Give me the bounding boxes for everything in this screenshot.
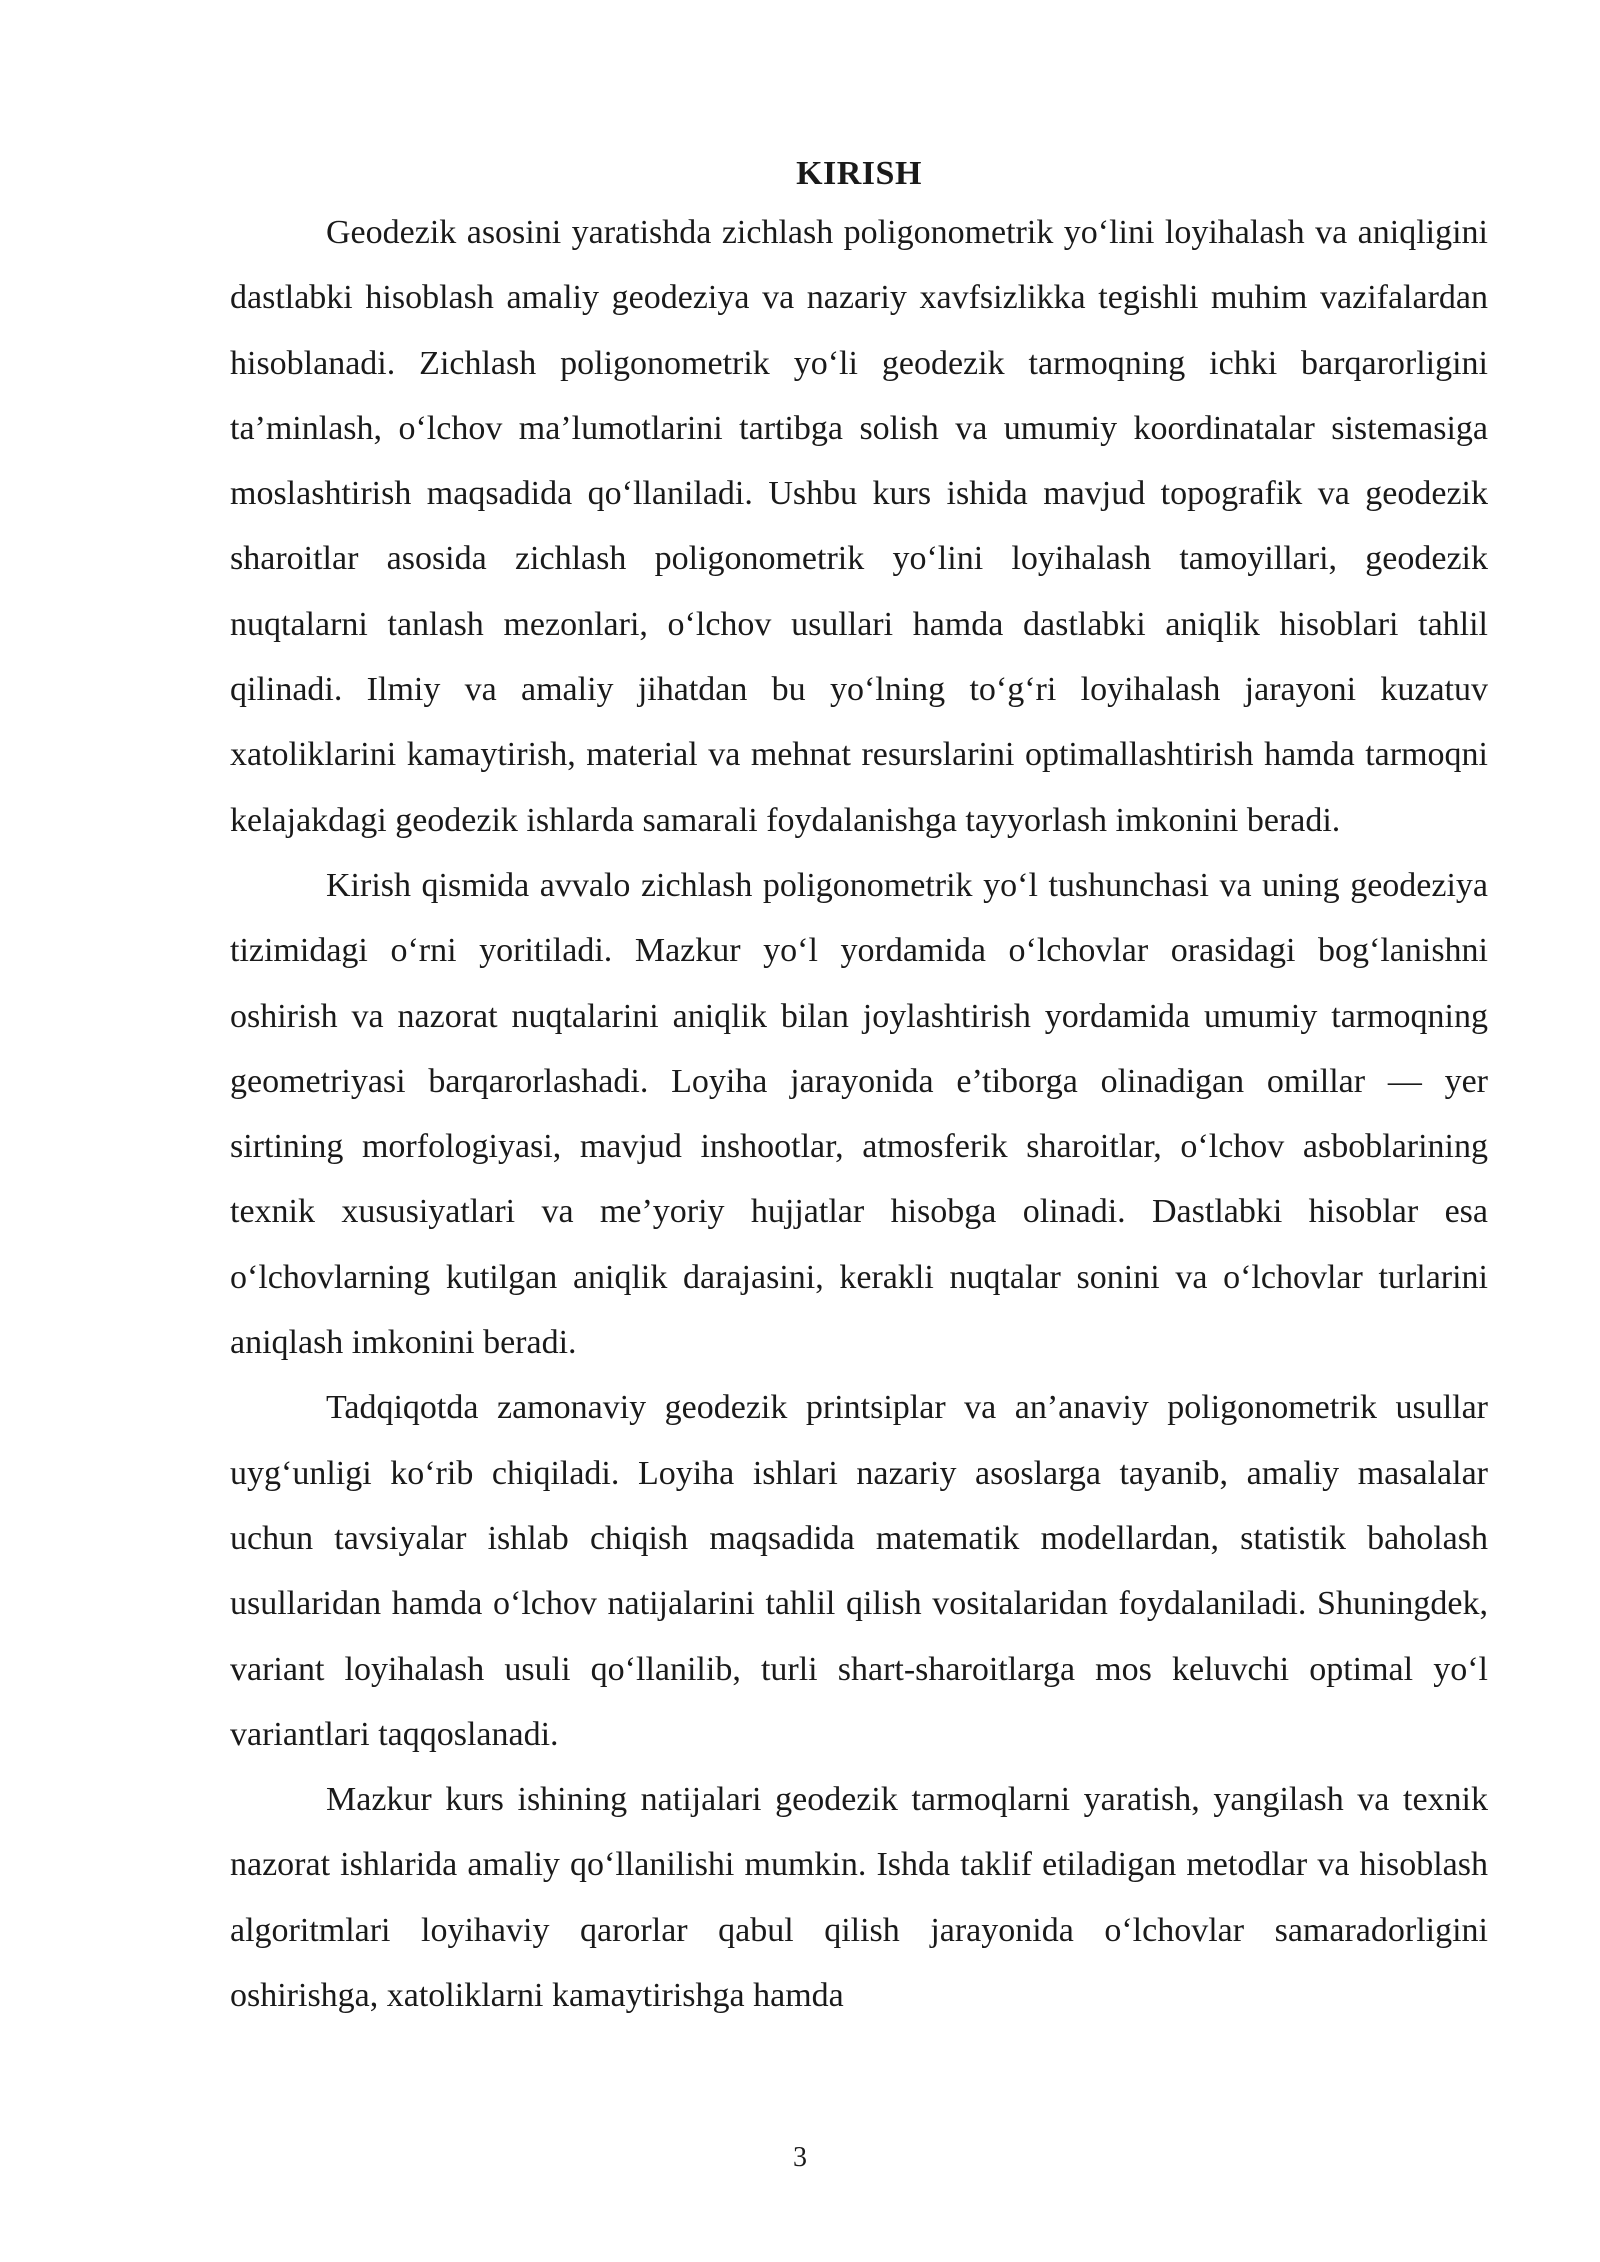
paragraph-4: Mazkur kurs ishining natijalari geodezik tarmoqlarni yaratish, yangilash va texnik nazorat ishlarida amaliy qo‘llanilishi mumkin. Ishda taklif etiladigan metodlar va hisoblash algoritmlari loyihaviy qarorlar qabul qilish jarayonida o‘lchovlar samaradorligini oshirishga, xatoliklarni kamaytirishga hamda [230, 1781, 1488, 2015]
section-title: KIRISH [796, 155, 922, 192]
paragraph-2: Kirish qismida avvalo zichlash poligonometrik yo‘l tushunchasi va uning geodeziya tizimidagi o‘rni yoritiladi. Mazkur yo‘l yordamida o‘lchovlar orasidagi bog‘lanishni oshirish va nazorat nuqtalarini aniqlik bilan joylashtirish yordamida umumiy tarmoqning geometriyasi barqarorlashadi. Loyiha jarayonida e’tiborga olinadigan omillar — yer sirtining morfologiyasi, mavjud inshootlar, atmosferik sharoitlar, o‘lchov asboblarining texnik xususiyatlari va me’yoriy hujjatlar hisobga olinadi. Dastlabki hisoblar esa o‘lchovlarning kutilgan aniqlik darajasini, kerakli nuqtalar sonini va o‘lchovlar turlarini aniqlash imkonini beradi. [230, 866, 1488, 1362]
paragraph-3: Tadqiqotda zamonaviy geodezik printsiplar va an’anaviy poligonometrik usullar uyg‘unligi ko‘rib chiqiladi. Loyiha ishlari nazariy asoslarga tayanib, amaliy masalalar uchun tavsiyalar ishlab chiqish maqsadida matematik modellardan, statistik baholash usullaridan hamda o‘lchov natijalarini tahlil qilish vositalaridan foydalaniladi. Shuningdek, variant loyihalash usuli qo‘llanilib, turli shart-sharoitlarga mos keluvchi optimal yo‘l variantlari taqqoslanadi. [230, 1389, 1488, 1753]
page-number: 3 [793, 2142, 807, 2173]
paragraph-1: Geodezik asosini yaratishda zichlash poligonometrik yo‘lini loyihalash va aniqligini dastlabki hisoblash amaliy geodeziya va nazariy xavfsizlikka tegishli muhim vazifalardan hisoblanadi. Zichlash poligonometrik yo‘li geodezik tarmoqning ichki barqarorligini ta’minlash, o‘lchov ma’lumotlarini tartibga solish va umumiy koordinatalar sistemasiga moslashtirish maqsadida qo‘llaniladi. Ushbu kurs ishida mavjud topografik va geodezik sharoitlar asosida zichlash poligonometrik yo‘lini loyihalash tamoyillari, geodezik nuqtalarni tanlash mezonlari, o‘lchov usullari hamda dastlabki aniqlik hisoblari tahlil qilinadi. Ilmiy va amaliy jihatdan bu yo‘lning to‘g‘ri loyihalash jarayoni kuzatuv xatoliklarini kamaytirish, material va mehnat resurslarini optimallashtirish hamda tarmoqni kelajakdagi geodezik ishlarda samarali foydalanishga tayyorlash imkonini beradi. [230, 214, 1488, 839]
document-page [230, 150, 1488, 2028]
